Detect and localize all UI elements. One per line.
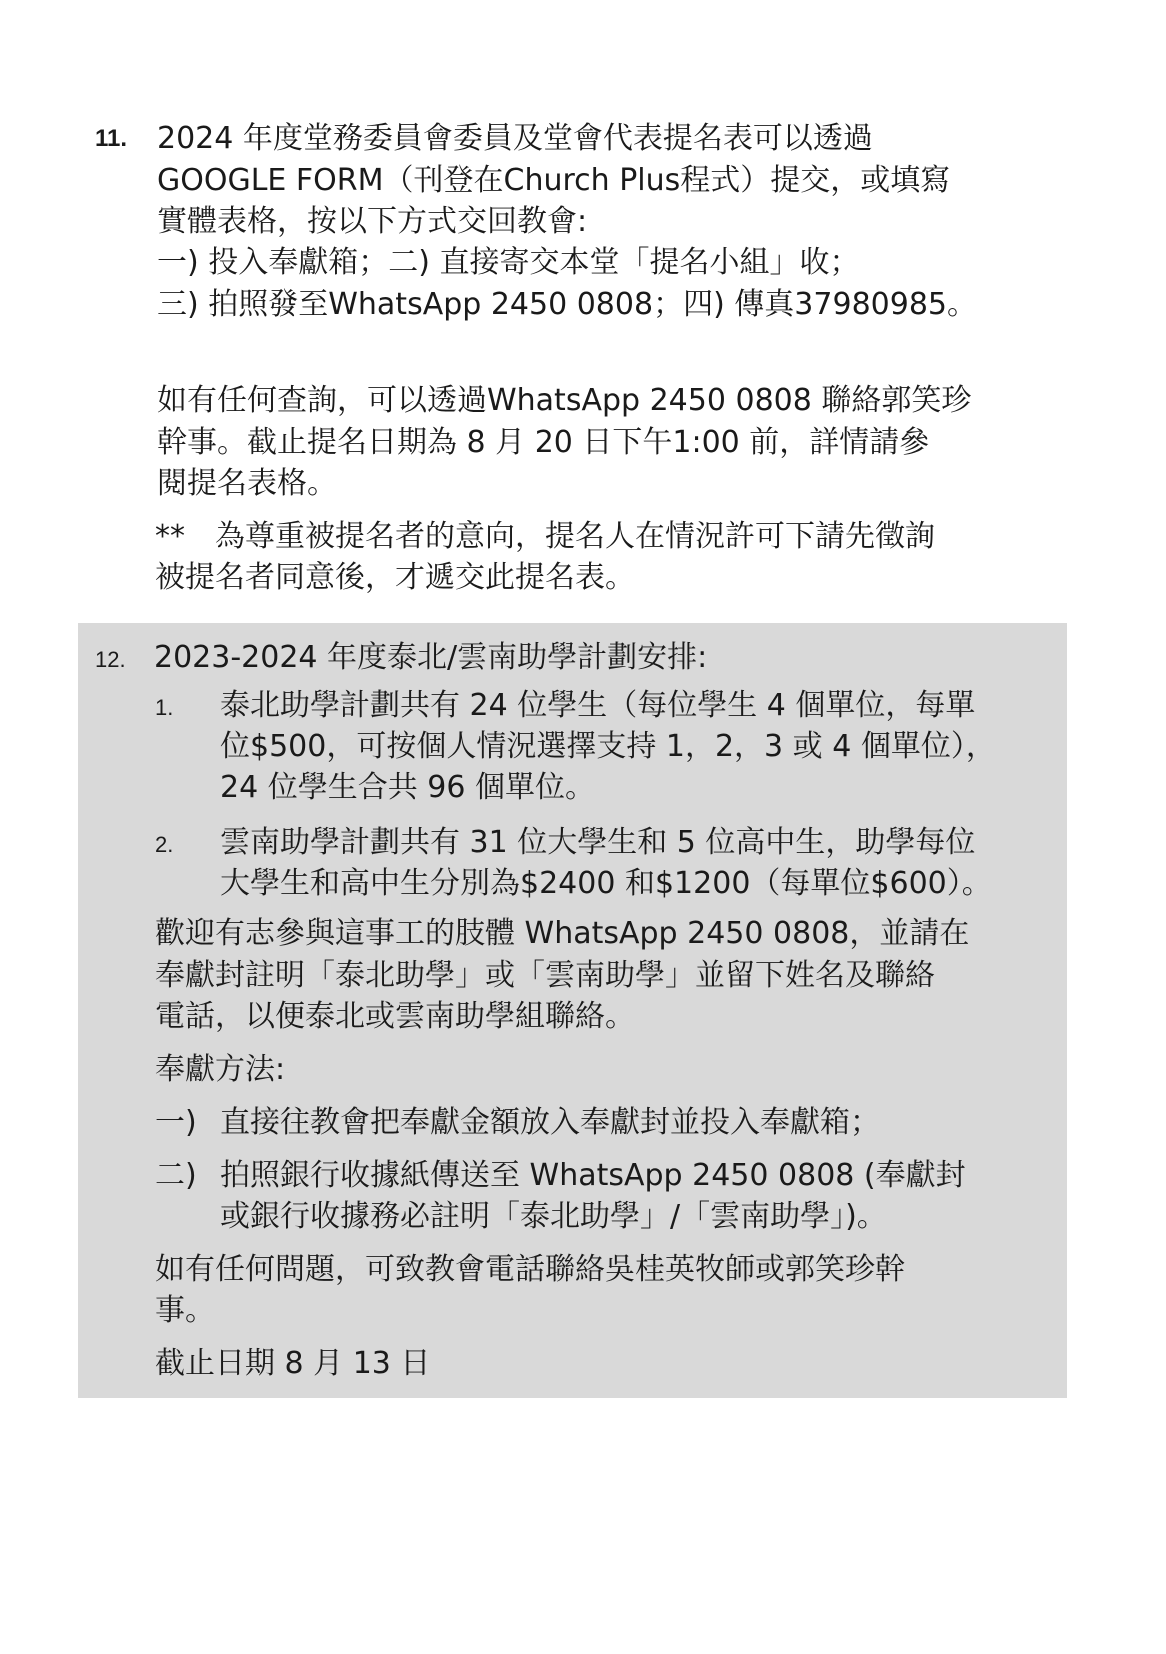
note-line: 被提名者同意後，才遞交此提名表。	[155, 560, 635, 595]
note-line: 為尊重被提名者的意向，提名人在情況許可下請先徵詢	[215, 519, 935, 554]
item-11-line: GOOGLE FORM（刊登在Church Plus程式）提交，或填寫	[157, 163, 951, 198]
sub-item-2-line: 大學生和高中生分別為$2400 和$1200（每單位$600）。	[220, 866, 992, 901]
item-11-line: 2024 年度堂務委員會委員及堂會代表提名表可以透過	[157, 121, 873, 156]
item-12-title: 2023-2024 年度泰北/雲南助學計劃安排:	[154, 640, 708, 675]
question-line: 事。	[155, 1293, 215, 1328]
welcome-line: 奉獻封註明「泰北助學」或「雲南助學」並留下姓名及聯絡	[155, 958, 935, 993]
item-12-number: 12.	[95, 647, 126, 672]
method-1-marker: 一)	[155, 1105, 197, 1140]
question-line: 如有任何問題，可致教會電話聯絡吳桂英牧師或郭笑珍幹	[155, 1252, 905, 1287]
enquiry-line: 閱提名表格。	[157, 466, 337, 501]
enquiry-line: 如有任何查詢，可以透過WhatsApp 2450 0808 聯絡郭笑珍	[157, 383, 972, 418]
sub-item-1-number: 1.	[155, 695, 174, 720]
sub-item-2-line: 雲南助學計劃共有 31 位大學生和 5 位高中生，助學每位	[220, 825, 976, 860]
welcome-line: 歡迎有志參與這事工的肢體 WhatsApp 2450 0808，並請在	[155, 916, 970, 951]
enquiry-line: 幹事。截止提名日期為 8 月 20 日下午1:00 前，詳情請參	[157, 425, 930, 460]
note-marker: **	[155, 519, 185, 554]
method-1-text: 直接往教會把奉獻金額放入奉獻封並投入奉獻箱；	[220, 1105, 880, 1140]
method-2-marker: 二)	[155, 1158, 197, 1193]
sub-item-1-line: 位$500，可按個人情況選擇支持 1，2，3 或 4 個單位），	[220, 729, 996, 764]
item-11-line: 三) 拍照發至WhatsApp 2450 0808；四) 傳真37980985。	[157, 287, 978, 322]
welcome-line: 電話，以便泰北或雲南助學組聯絡。	[155, 999, 635, 1034]
method-2-line: 或銀行收據務必註明「泰北助學」/「雲南助學」)。	[220, 1199, 887, 1234]
method-title: 奉獻方法:	[155, 1052, 286, 1087]
item-11-line: 一) 投入奉獻箱；二) 直接寄交本堂「提名小組」收；	[157, 245, 860, 280]
method-2-line: 拍照銀行收據紙傳送至 WhatsApp 2450 0808 (奉獻封	[220, 1158, 966, 1193]
item-11-line: 實體表格，按以下方式交回教會:	[157, 204, 588, 239]
deadline-text: 截止日期 8 月 13 日	[155, 1346, 431, 1381]
sub-item-2-number: 2.	[155, 832, 174, 857]
sub-item-1-line: 24 位學生合共 96 個單位。	[220, 770, 595, 805]
item-11-number: 11.	[95, 125, 128, 152]
sub-item-1-line: 泰北助學計劃共有 24 位學生（每位學生 4 個單位，每單	[220, 688, 976, 723]
